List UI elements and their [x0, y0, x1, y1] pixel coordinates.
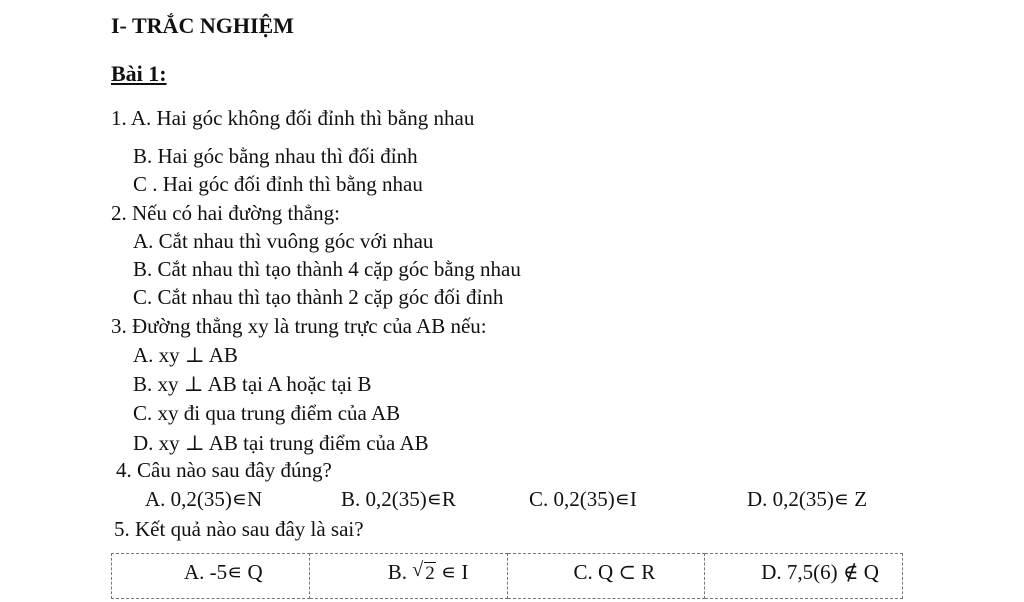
- question-3-option-a: A. xy ⊥ AB: [133, 343, 238, 367]
- question-2-option-a: A. Cắt nhau thì vuông góc với nhau: [133, 229, 434, 253]
- question-2-option-b: B. Cắt nhau thì tạo thành 4 cặp góc bằng nhau: [133, 257, 521, 281]
- question-5-option-a: A. -5∊ Q: [112, 554, 310, 599]
- question-1-option-b: B. Hai góc bằng nhau thì đối đỉnh: [133, 144, 418, 168]
- question-4-option-a: A. 0,2(35)∊N: [145, 487, 263, 511]
- question-3-option-c: C. xy đi qua trung điểm của AB: [133, 401, 401, 425]
- question-5-option-b: [309, 554, 507, 599]
- question-1-option-a: 1. A. Hai góc không đối đỉnh thì bằng nhau: [111, 106, 475, 130]
- question-5-option-b-suffix: ∊ I: [441, 560, 469, 584]
- question-3-option-d: D. xy ⊥ AB tại trung điểm của AB: [133, 431, 429, 455]
- question-5-option-c: C. Q ⊂ R: [507, 554, 705, 599]
- question-2-stem: 2. Nếu có hai đường thẳng:: [111, 201, 340, 225]
- radicand: 2: [425, 563, 435, 584]
- question-4-option-c: C. 0,2(35)∊I: [529, 487, 637, 511]
- radical-sign-icon: √: [412, 559, 424, 581]
- question-4-option-d: D. 0,2(35)∊ Z: [747, 487, 868, 511]
- question-5-stem: 5. Kết quả nào sau đây là sai?: [114, 517, 364, 541]
- question-4-stem: 4. Câu nào sau đây đúng?: [116, 458, 332, 482]
- section-title: I- TRẮC NGHIỆM: [111, 13, 294, 38]
- exercise-title: Bài 1:: [111, 61, 167, 86]
- question-3-option-b: B. xy ⊥ AB tại A hoặc tại B: [133, 372, 372, 396]
- question-3-stem: 3. Đường thẳng xy là trung trực của AB nếu:: [111, 314, 487, 338]
- question-5-option-d: D. 7,5(6) ∉ Q: [705, 554, 903, 599]
- question-4-option-b: B. 0,2(35)∊R: [341, 487, 456, 511]
- question-2-option-c: C. Cắt nhau thì tạo thành 2 cặp góc đối đỉnh: [133, 285, 504, 309]
- question-1-option-c: C . Hai góc đối đỉnh thì bằng nhau: [133, 172, 423, 196]
- question-5-answer-table: [111, 553, 903, 599]
- square-root-symbol: [412, 560, 436, 586]
- question-5-option-b-label: B.: [387, 560, 408, 584]
